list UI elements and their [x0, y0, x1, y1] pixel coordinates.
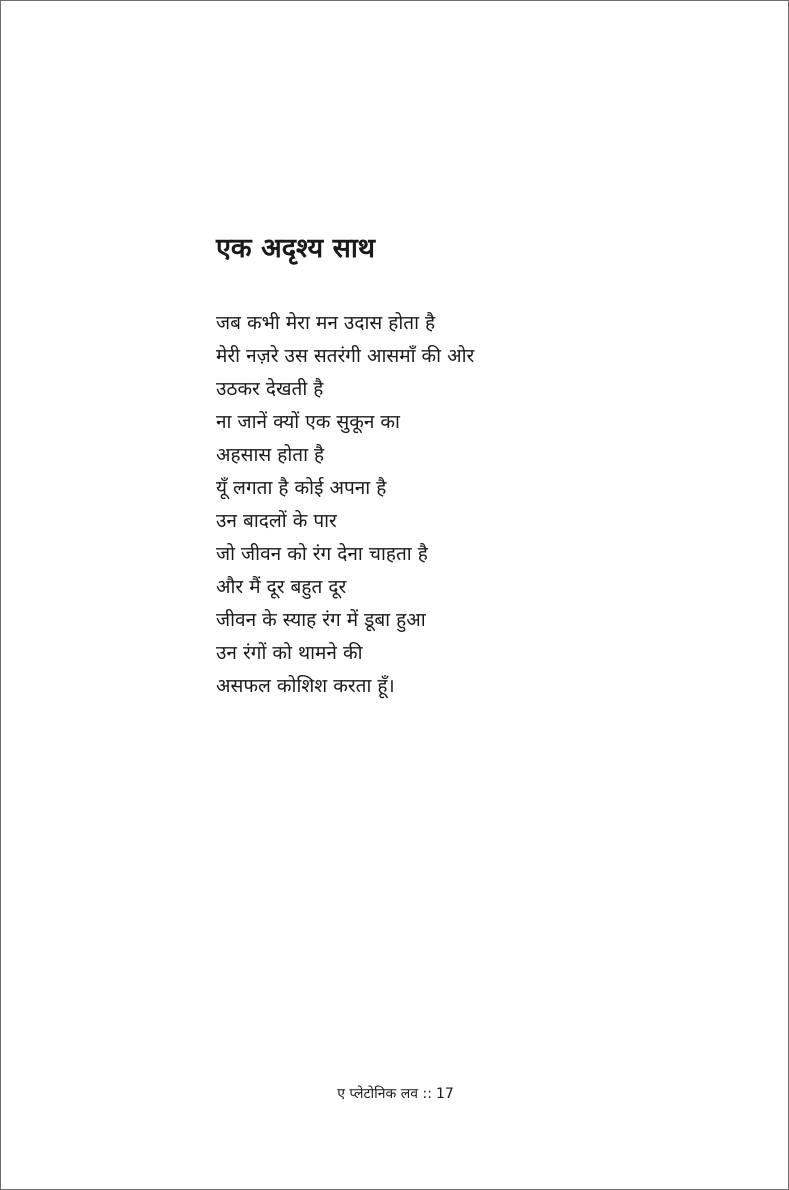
poem-line: मेरी नज़रे उस सतरंगी आसमाँ की ओर: [216, 345, 475, 367]
poem-line: उन बादलों के पार: [216, 510, 337, 532]
poem-line: उन रंगों को थामने की: [216, 642, 363, 664]
poem-stanza: [216, 307, 736, 703]
poem-line: जो जीवन को रंग देना चाहता है: [216, 543, 428, 565]
poem-line: अहसास होता है: [216, 444, 325, 466]
poem: [216, 227, 736, 703]
poem-line: असफल कोशिश करता हूँ।: [216, 675, 395, 697]
footer-book-title: ए प्लेटोनिक लव ::: [337, 1086, 432, 1102]
poem-line: जब कभी मेरा मन उदास होता है: [216, 312, 436, 334]
poem-line: जीवन के स्याह रंग में डूबा हुआ: [216, 609, 426, 631]
page-footer: [1, 1081, 789, 1107]
poem-line: और मैं दूर बहुत दूर: [216, 576, 347, 598]
poem-line: ना जानें क्यों एक सुकून का: [216, 411, 400, 433]
poem-line: यूँ लगता है कोई अपना है: [216, 477, 387, 499]
poem-title: एक अदृश्य साथ: [216, 233, 376, 264]
page-number: 17: [435, 1086, 454, 1102]
poem-line: उठकर देखती है: [216, 378, 324, 400]
